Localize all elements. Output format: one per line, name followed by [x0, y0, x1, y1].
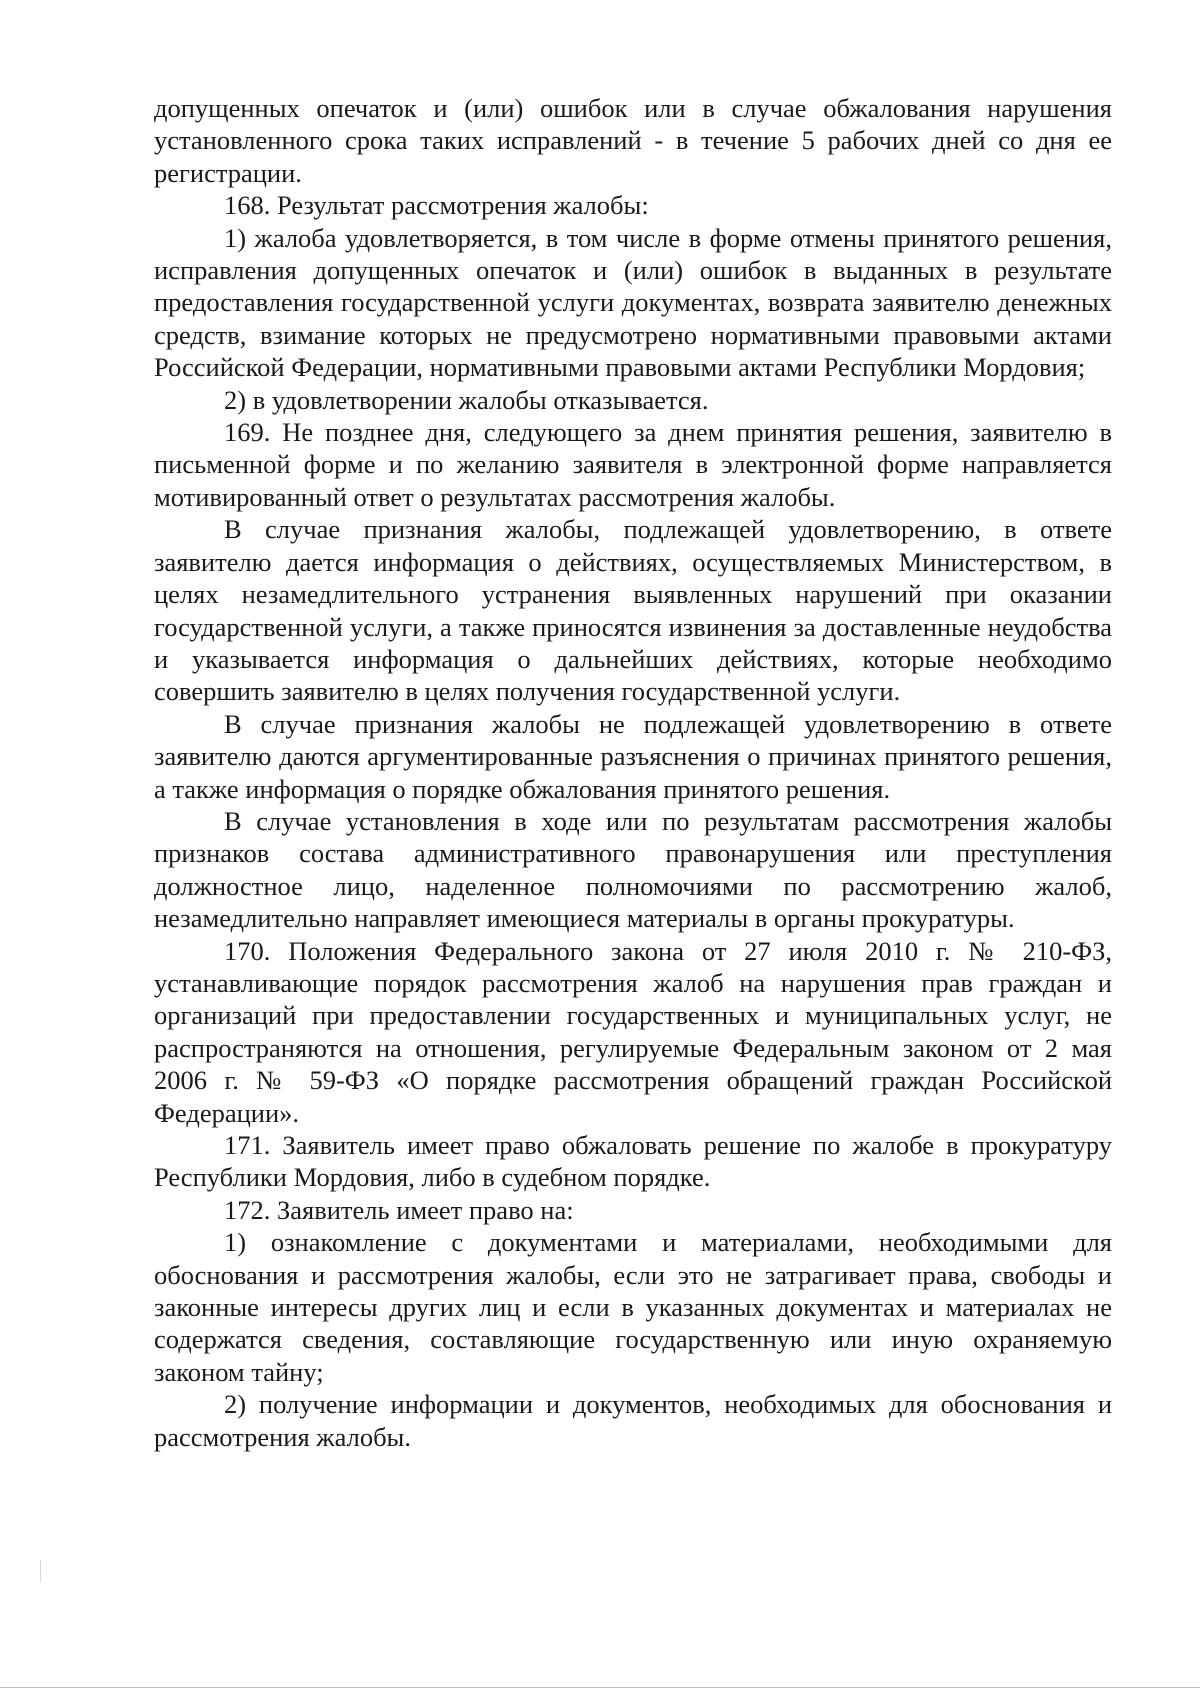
- paragraph-continuation: допущенных опечаток и (или) ошибок или в случае обжалования нарушения установленного срока таких исправлений - в течение 5 рабочих дней со дня ее регистрации.: [154, 93, 1112, 188]
- paragraph-169-satisfied: В случае признания жалобы, подлежащей удовлетворению, в ответе заявителю дается информация о действиях, осуществляемых Министерством, в целях незамедлительного устранения выявленных нарушений при оказании государственной услуги, а также приносятся извинения за доставленные неудобства и указывается информация о дальнейших действиях, которые необходимо совершить заявителю в целях получения государственной услуги.: [154, 514, 1112, 707]
- paragraph-168: 168. Результат рассмотрения жалобы:: [224, 190, 649, 221]
- paragraph-171: 171. Заявитель имеет право обжаловать решение по жалобе в прокуратуру Республики Мордовия, либо в судебном порядке.: [154, 1130, 1112, 1193]
- paragraph-169-rejected: В случае признания жалобы не подлежащей удовлетворению в ответе заявителю даются аргументированные разъяснения о причинах принятого решения, а также информация о порядке обжалования принятого решения.: [154, 708, 1112, 804]
- paragraph-172-item-2: 2) получение информации и документов, необходимых для обоснования и рассмотрения жалобы.: [154, 1389, 1112, 1452]
- scan-margin-mark: [40, 1560, 41, 1582]
- paragraph-170: 170. Положения Федерального закона от 27 июля 2010 г. № 210-ФЗ, устанавливающие порядок рассмотрения жалоб на нарушения прав граждан и организаций при предоставлении государственных и муниципальных услуг, не распространяются на отношения, регулируемые Федеральным законом от 2 мая 2006 г. № 59-ФЗ «О порядке рассмотрения обращений граждан Российской Федерации».: [154, 935, 1112, 1128]
- paragraph-168-item-1: 1) жалоба удовлетворяется, в том числе в форме отмены принятого решения, исправления допущенных опечаток и (или) ошибок в выданных в результате предоставления государственной услуги документах, возврата заявителю денежных средств, взимание которых не предусмотрено нормативными правовыми актами Российской Федерации, нормативными правовыми актами Республики Мордовия;: [154, 222, 1112, 383]
- paragraph-172-item-1: 1) ознакомление с документами и материалами, необходимыми для обоснования и рассмотрения жалобы, если это не затрагивает права, свободы и законные интересы других лиц и если в указанных документах и материалах не содержатся сведения, составляющие государственную или иную охраняемую законом тайну;: [154, 1227, 1112, 1387]
- paragraph-169: 169. Не позднее дня, следующего за днем принятия решения, заявителю в письменной форме и по желанию заявителя в электронной форме направляется мотивированный ответ о результатах рассмотрения жалобы.: [154, 417, 1112, 512]
- paragraph-168-item-2: 2) в удовлетворении жалобы отказывается.: [224, 384, 709, 415]
- document-body: [154, 92, 1112, 1453]
- paragraph-169-prosecution: В случае установления в ходе или по результатам рассмотрения жалобы признаков состава административного правонарушения или преступления должностное лицо, наделенное полномочиями по рассмотрению жалоб, незамедлительно направляет имеющиеся материалы в органы прокуратуры.: [154, 805, 1112, 934]
- scan-bottom-edge: [0, 1687, 1200, 1688]
- paragraph-172: 172. Заявитель имеет право на:: [224, 1194, 574, 1225]
